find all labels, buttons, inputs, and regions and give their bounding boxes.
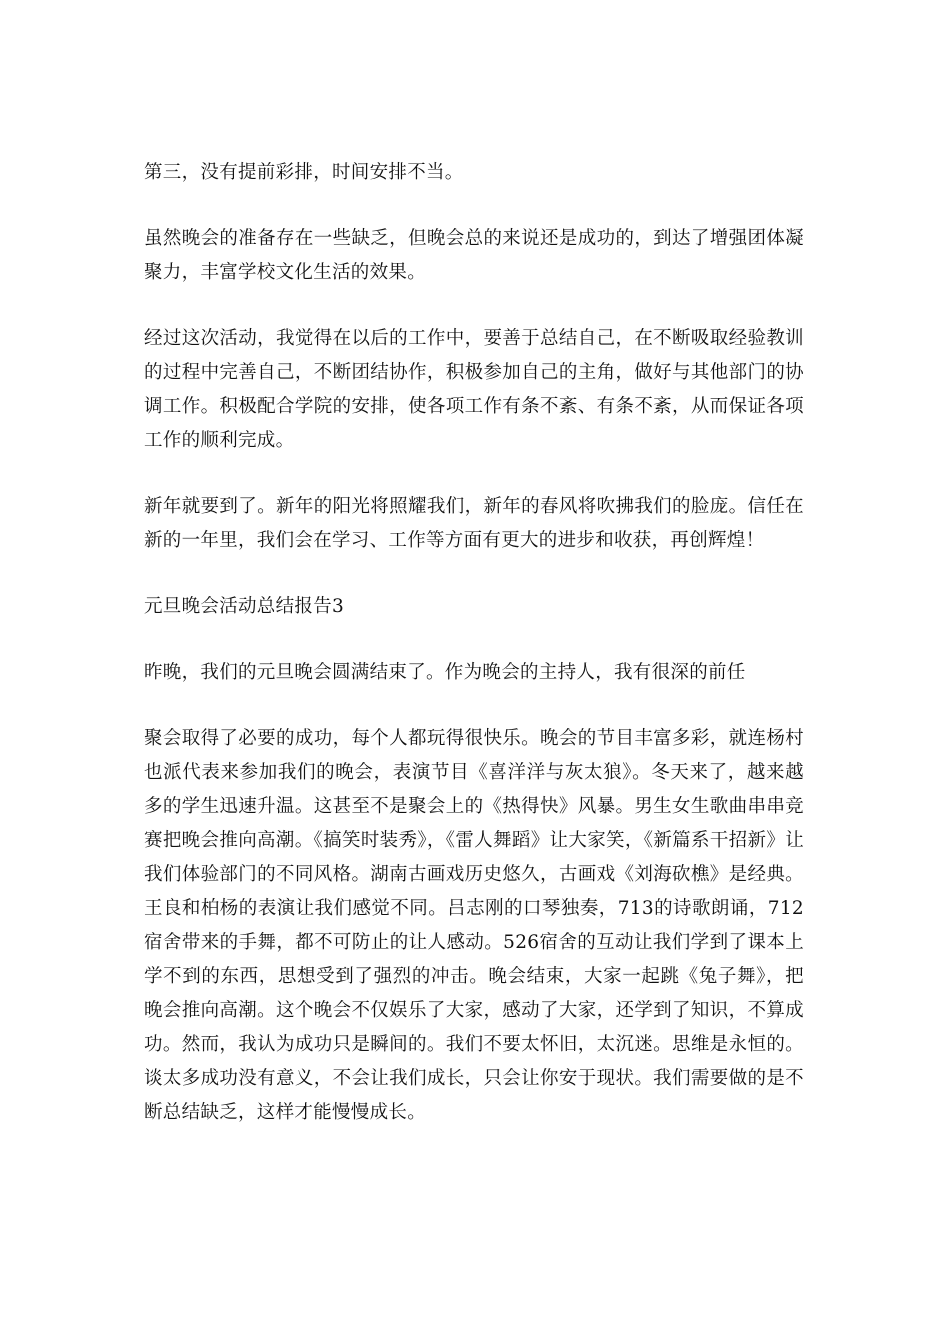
- paragraph-host-intro: 昨晚，我们的元旦晚会圆满结束了。作为晚会的主持人，我有很深的前任: [144, 662, 746, 683]
- section-title: 元旦晚会活动总结报告3: [144, 596, 345, 617]
- paragraph-lessons-learned: 经过这次活动，我觉得在以后的工作中，要善于总结自己，在不断吸取经验教训的过程中完善自己，不断团结协作，积极参加自己的主角，做好与其他部门的协调工作。积极配合学院的安排，使各项工作有条不紊、有条不紊，从而保证各项工作的顺利完成。: [144, 328, 804, 451]
- paragraph-party-review: 聚会取得了必要的成功，每个人都玩得很快乐。晚会的节目丰富多彩，就连杨村也派代表来参加我们的晚会，表演节目《喜洋洋与灰太狼》。冬天来了，越来越多的学生迅速升温。这甚至不是聚会上的《热得快》风暴。男生女生歌曲串串竞赛把晚会推向高潮。《搞笑时装秀》，《雷人舞蹈》让大家笑，《新篇系干招新》让我们体验部门的不同风格。湖南古画戏历史悠久，古画戏《刘海砍樵》是经典。王良和柏杨的表演让我们感觉不同。吕志刚的口琴独奏，713的诗歌朗诵，712宿舍带来的手舞，都不可防止的让人感动。526宿舍的互动让我们学到了课本上学不到的东西，思想受到了强烈的冲击。晚会结束，大家一起跳《兔子舞》，把晚会推向高潮。这个晚会不仅娱乐了大家，感动了大家，还学到了知识，不算成功。然而，我认为成功只是瞬间的。我们不要太怀旧，太沉迷。思维是永恒的。谈太多成功没有意义，不会让我们成长，只会让你安于现状。我们需要做的是不断总结缺乏，这样才能慢慢成长。: [144, 728, 804, 1123]
- paragraph-rehearsal-issue: 第三，没有提前彩排，时间安排不当。: [144, 162, 464, 183]
- document-body: [144, 156, 804, 1162]
- paragraph-overall-success: 虽然晚会的准备存在一些缺乏，但晚会总的来说还是成功的，到达了增强团体凝聚力，丰富学校文化生活的效果。: [144, 228, 804, 283]
- paragraph-new-year-wishes: 新年就要到了。新年的阳光将照耀我们，新年的春风将吹拂我们的脸庞。信任在新的一年里，我们会在学习、工作等方面有更大的进步和收获，再创辉煌！: [144, 496, 804, 551]
